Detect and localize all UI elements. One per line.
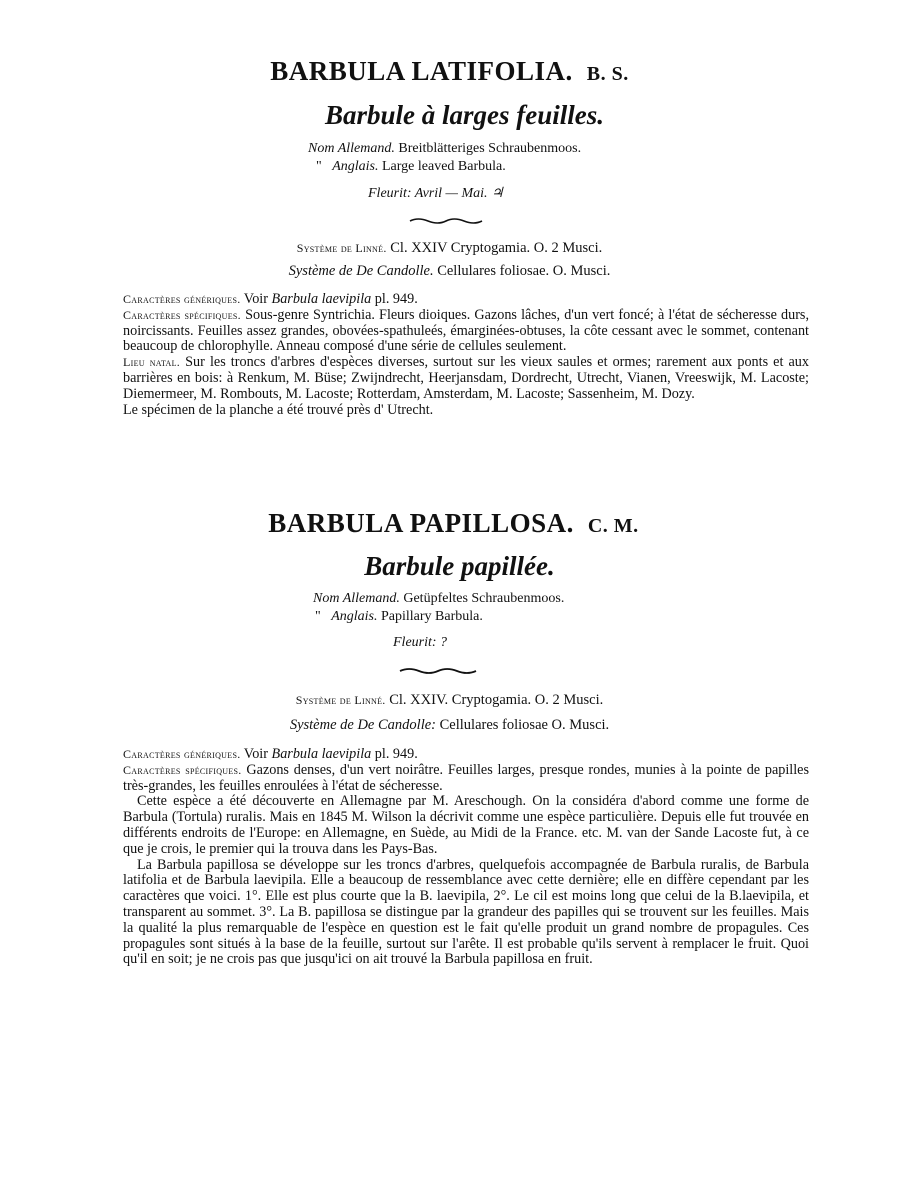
section1-candolle [0,263,899,280]
gen-text-ref: Barbula laevipila [271,746,372,762]
lieu-text: Sur les troncs d'arbres d'espèces diverses, surtout sur les vieux saules et ormes; rarement aux ponts et aux barrières en bois: à Renkum, M. Büse; Zwijndrecht, Heerjansdam, Dordrecht, Utrecht, Vianen, Vreeswijk, M. Lacoste; Diemermeer, M. Rombouts, M. Lacoste; Rotterdam, Amsterdam, M. Lacoste; Sassenheim, M. Dozy. [123,354,809,402]
section2-title-abbr: C. M. [587,515,639,537]
nom-allemand-label: Nom Allemand. [313,591,400,606]
section2-linne [0,692,899,709]
section2-anglais [313,608,564,626]
gen-text-ref: Barbula laevipila [271,291,372,307]
specific-label: Caractères spécifiques. [123,762,242,777]
ditto-mark: " [316,159,322,174]
section1-subtitle: Barbule à larges feuilles. [324,100,604,130]
section1-anglais [308,158,581,176]
nom-allemand-value: Getüpfeltes Schraubenmoos. [403,591,565,606]
section2-nom-allemand [313,590,564,608]
gen-text-a: Voir [243,291,268,307]
section1-fleurit: Fleurit: Avril — Mai. ♃ [368,186,504,201]
section2-common-names [313,590,564,626]
candolle-label: Système de De Candolle: [289,717,436,733]
linne-label: Système de Linné. [295,693,386,707]
section2-body [123,747,809,968]
gen-text-b: pl. 949. [374,746,418,762]
section2-generic-chars [123,747,809,763]
section1-common-names [308,140,581,176]
section2-title-text: BARBULA PAPILLOSA. [268,508,574,538]
section2-candolle [0,717,899,734]
generic-label: Caractères génériques. [123,747,241,761]
anglais-value: Papillary Barbula. [381,609,483,624]
section1-specimen: Le spécimen de la planche a été trouvé près d' Utrecht. [123,401,434,418]
section2-title [0,508,899,539]
specific-text: Sous-genre Syntrichia. Fleurs dioiques. Gazons lâches, d'un vert foncé; à l'état de sécheresse durs, noircissants. Feuilles assez grandes, obovées-spathuleés, émarginées-obtuses, la côte cessant avec le sommet, contenant beaucoup de chlorophylle. Anneau composé d'une série de cellules seulement. [123,306,809,355]
specific-label: Caractères spécifiques. [123,307,241,322]
section2-para2: La Barbula papillosa se développe sur les troncs d'arbres, quelquefois accompagnée de Barbula ruralis, de Barbula latifolia et de Barbula laevipila. Elle a beaucoup de ressemblance avec cette dernière; elle en diffère cependant par les caractères que voici. 1°. Elle est plus courte que la B. laevipila, 2°. Le cil est moins long que celui de la B.laevipila, et transparent au sommet. 3°. La B. papillosa se distingue par la grandeur des papilles qui se trouvent sur les feuilles. Mais la qualité la plus remarquable de l'espèce en question est le fait qu'elle produit un grand nombre de propagules. Ces propagules sont situés à la base de la feuille, surtout sur l'arête. Il est probable qu'ils servent à remplacer le fruit. Quoi qu'il en soit; je ne crois pas que jusqu'ici on ait trouvé la Barbula papillosa en fruit. [123,856,809,968]
section1-title [0,56,899,87]
ditto-mark: " [315,609,321,624]
nom-allemand-label: Nom Allemand. [308,141,395,156]
linne-label: Système de Linné. [296,241,387,255]
candolle-value: Cellulares foliosae. O. Musci. [437,263,611,279]
anglais-label: Anglais. [331,609,378,624]
anglais-label: Anglais. [332,159,379,174]
candolle-label: Système de De Candolle. [288,263,434,279]
section2-fleurit: Fleurit: ? [393,635,448,650]
nom-allemand-value: Breitblätteriges Schraubenmoos. [398,141,582,156]
linne-value: Cl. XXIV. Cryptogamia. O. 2 Musci. [389,692,604,708]
gen-text-b: pl. 949. [374,291,418,307]
section1-title-abbr: B. S. [586,63,629,85]
section1-lieu-natal [123,355,809,402]
section2-specific-chars [123,763,809,795]
section1-linne [0,240,899,257]
linne-value: Cl. XXIV Cryptogamia. O. 2 Musci. [390,240,603,256]
anglais-value: Large leaved Barbula. [382,159,506,174]
candolle-value: Cellulares foliosae O. Musci. [439,717,610,733]
section1-specific-chars [123,308,809,355]
gen-text-a: Voir [243,746,268,762]
section1-generic-chars [123,292,809,308]
section2-subtitle: Barbule papillée. [364,551,555,581]
section2-para1: Cette espèce a été découverte en Allemagne par M. Areschough. On la considéra d'abord comme une forme de Barbula (Tortula) ruralis. Mais en 1845 M. Wilson la décrivit comme une espèce particulière. Depuis elle fut trouvée en différents endroits de l'Europe: en Allemagne, en Suède, au Midi de la France. etc. M. van der Sande Lacoste fut, à ce que je crois, le premier qui la trouva dans les Pays-Bas. [123,793,809,857]
section1-nom-allemand [308,140,581,158]
section1-body [123,292,809,418]
generic-label: Caractères génériques. [123,292,241,306]
lieu-label: Lieu natal. [123,355,181,370]
specific-text: Gazons denses, d'un vert noirâtre. Feuilles larges, presque rondes, munies à la pointe de papilles très-grandes, les feuilles enroulées à l'état de sécheresse. [123,761,809,794]
section1-title-text: BARBULA LATIFOLIA. [270,56,573,86]
